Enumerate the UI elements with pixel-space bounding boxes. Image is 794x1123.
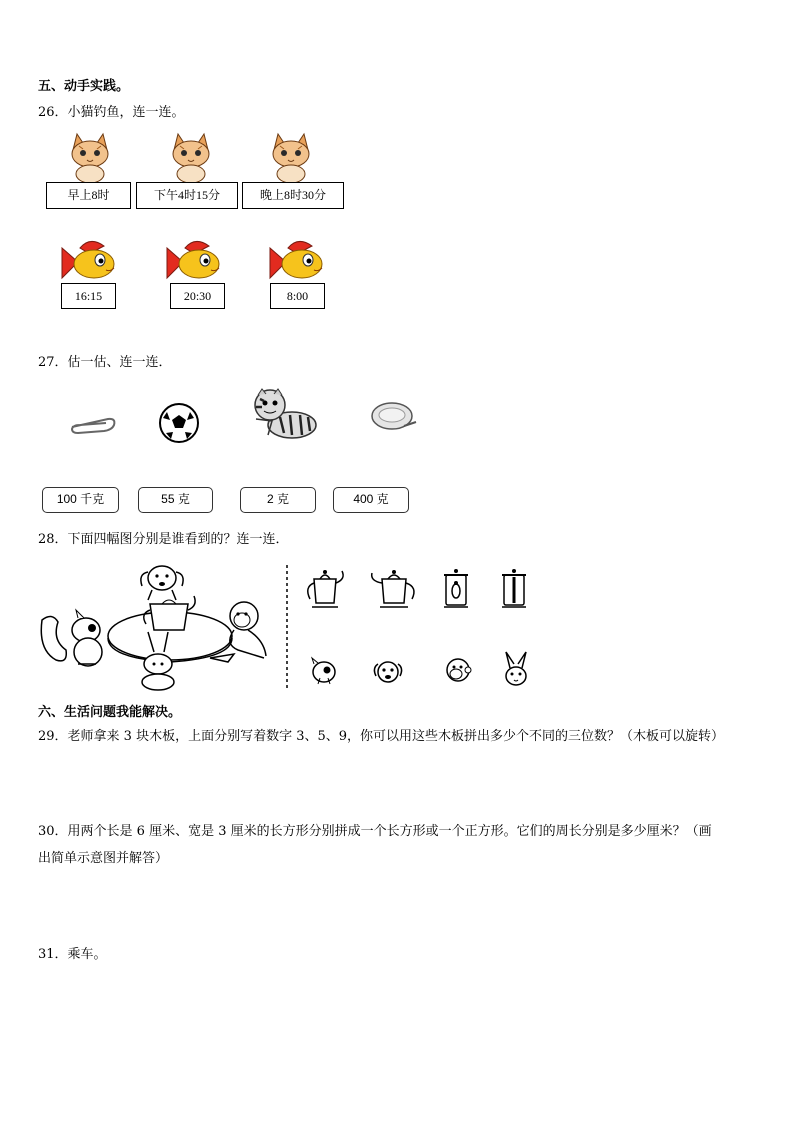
dashed-divider bbox=[285, 565, 289, 690]
weight-option-box: 55 克 bbox=[138, 487, 213, 513]
weight-option-box: 2 克 bbox=[240, 487, 316, 513]
teapot-side-view-icon bbox=[302, 567, 348, 611]
teapot-spout-view-icon bbox=[498, 567, 530, 611]
cat-icon bbox=[268, 132, 314, 182]
fish-icon bbox=[268, 240, 326, 284]
cat-label-box: 晚上8时30分 bbox=[242, 182, 344, 209]
round-table-scene bbox=[38, 560, 278, 692]
plate-icon bbox=[370, 400, 418, 432]
fish-label-box: 16:15 bbox=[61, 283, 116, 309]
section-heading-6: 六、生活问题我能解决。 bbox=[38, 705, 182, 720]
teapot-handle-view-icon bbox=[440, 567, 472, 611]
question-30-line-1: 30．用两个长是 6 厘米、宽是 3 厘米的长方形分别拼成一个长方形或一个正方形。它们的周长分别是多少厘米？（画 bbox=[38, 824, 712, 839]
question-30-line-2: 出简单示意图并解答） bbox=[38, 851, 169, 866]
dog-head-icon bbox=[372, 656, 404, 688]
question-29-text: 29．老师拿来 3 块木板，上面分别写着数字 3、5、9，你可以用这些木板拼出多少个不同的三位数？（木板可以旋转） bbox=[38, 729, 725, 744]
squirrel-icon bbox=[41, 610, 102, 666]
dog-icon bbox=[141, 566, 183, 600]
fish-icon bbox=[165, 240, 223, 284]
fish-icon bbox=[60, 240, 118, 284]
question-28-prompt: 28．下面四幅图分别是谁看到的？连一连． bbox=[38, 532, 289, 547]
weight-option-box: 400 克 bbox=[333, 487, 409, 513]
question-31-text: 31．乘车。 bbox=[38, 947, 107, 962]
cat-label-box: 下午4时15分 bbox=[136, 182, 238, 209]
squirrel-head-icon bbox=[308, 656, 338, 686]
teapot-front-view-icon bbox=[368, 567, 420, 611]
paperclip-icon bbox=[68, 415, 118, 435]
cat-label-box: 早上8时 bbox=[46, 182, 131, 209]
fish-label-box: 20:30 bbox=[170, 283, 225, 309]
question-27-prompt: 27．估一估、连一连． bbox=[38, 355, 172, 370]
fish-label-box: 8:00 bbox=[270, 283, 325, 309]
monkey-head-icon bbox=[444, 656, 472, 686]
cat-icon bbox=[168, 132, 214, 182]
rabbit-head-icon bbox=[500, 650, 532, 688]
cat-icon bbox=[67, 132, 113, 182]
soccer-ball-icon bbox=[158, 402, 200, 444]
tiger-icon bbox=[246, 385, 320, 441]
weight-option-box: 100 千克 bbox=[42, 487, 119, 513]
question-26-prompt: 26．小猫钓鱼，连一连。 bbox=[38, 105, 185, 120]
section-heading-5: 五、动手实践。 bbox=[38, 79, 130, 94]
